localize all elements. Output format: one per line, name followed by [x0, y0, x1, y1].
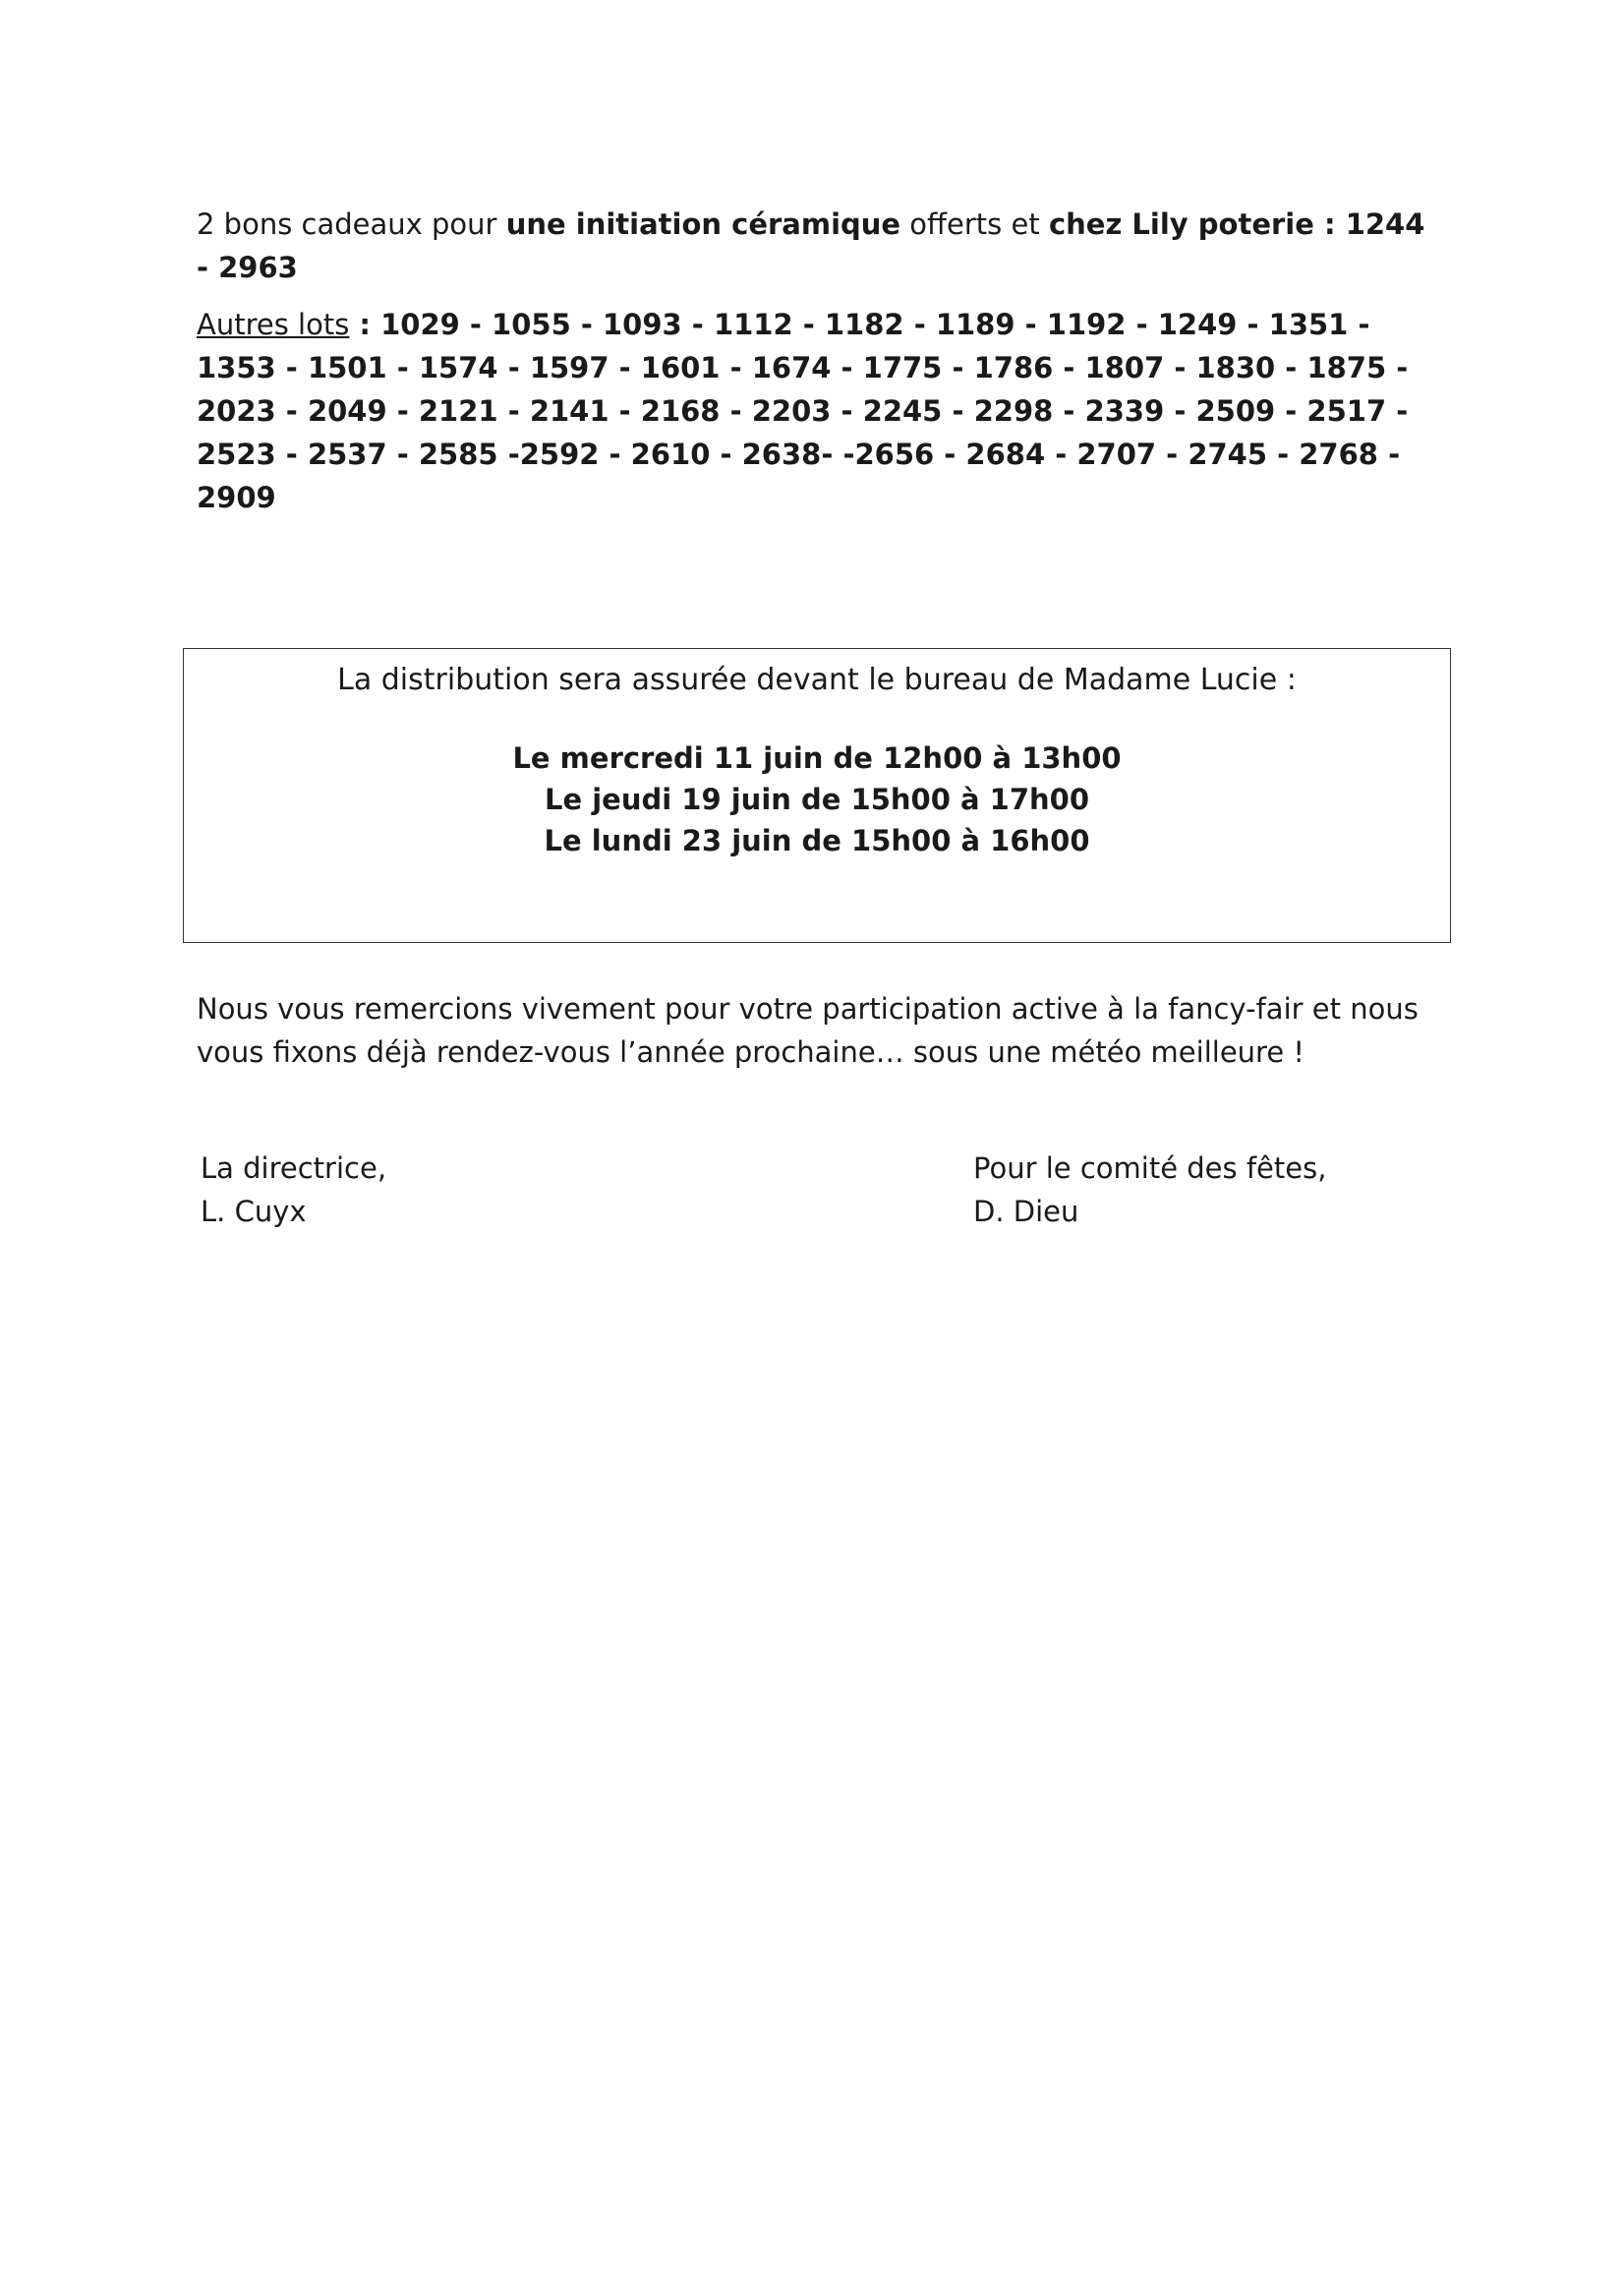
signature-committee-role: Pour le comité des fêtes, — [973, 1151, 1327, 1185]
distribution-slots — [184, 737, 1450, 861]
thanks-paragraph: Nous vous remercions vivement pour votre participation active à la fancy-fair et nous vous fixons déjà rendez-vous l’année prochaine… sous une météo meilleure ! — [197, 992, 1419, 1069]
distribution-slot: Le jeudi 19 juin de 15h00 à 17h00 — [544, 783, 1090, 816]
signature-director-role: La directrice, — [201, 1151, 387, 1185]
prize-middle: offerts et — [900, 207, 1049, 241]
prize-initiation-ceramique: une initiation céramique — [505, 207, 901, 241]
distribution-title: La distribution sera assurée devant le bureau de Madame Lucie : — [337, 663, 1297, 697]
signature-committee-name: D. Dieu — [973, 1195, 1079, 1228]
signature-director-name: L. Cuyx — [201, 1195, 307, 1228]
signature-director — [201, 1147, 386, 1233]
other-lots-paragraph — [197, 303, 1435, 519]
other-lots-numbers: : 1029 - 1055 - 1093 - 1112 - 1182 - 1189 - 1192 - 1249 - 1351 - 1353 - 1501 - 1574 - 1597 - 1601 - 1674 - 1775 - 1786 - 1807 - 1830 - 1875 - 2023 - 2049 - 2121 - 2141 - 2168 - 2203 - 2245 - 2298 - 2339 - 2509 - 2517 - 2523 - 2537 - 2585 -2592 - 2610 - 2638- -2656 - 2684 - 2707 - 2745 - 2768 - 2909 — [197, 308, 1409, 514]
prize-prefix: 2 bons cadeaux pour — [197, 207, 506, 241]
prize-lily-poterie-numbers: chez Lily poterie : 1244 - 2963 — [197, 207, 1425, 284]
distribution-slot: Le mercredi 11 juin de 12h00 à 13h00 — [512, 741, 1122, 775]
signature-committee — [973, 1147, 1326, 1233]
distribution-box — [183, 648, 1451, 943]
distribution-slot: Le lundi 23 juin de 15h00 à 16h00 — [544, 824, 1090, 857]
prize-ceramic-paragraph — [197, 203, 1435, 289]
other-lots-label: Autres lots — [197, 308, 350, 341]
